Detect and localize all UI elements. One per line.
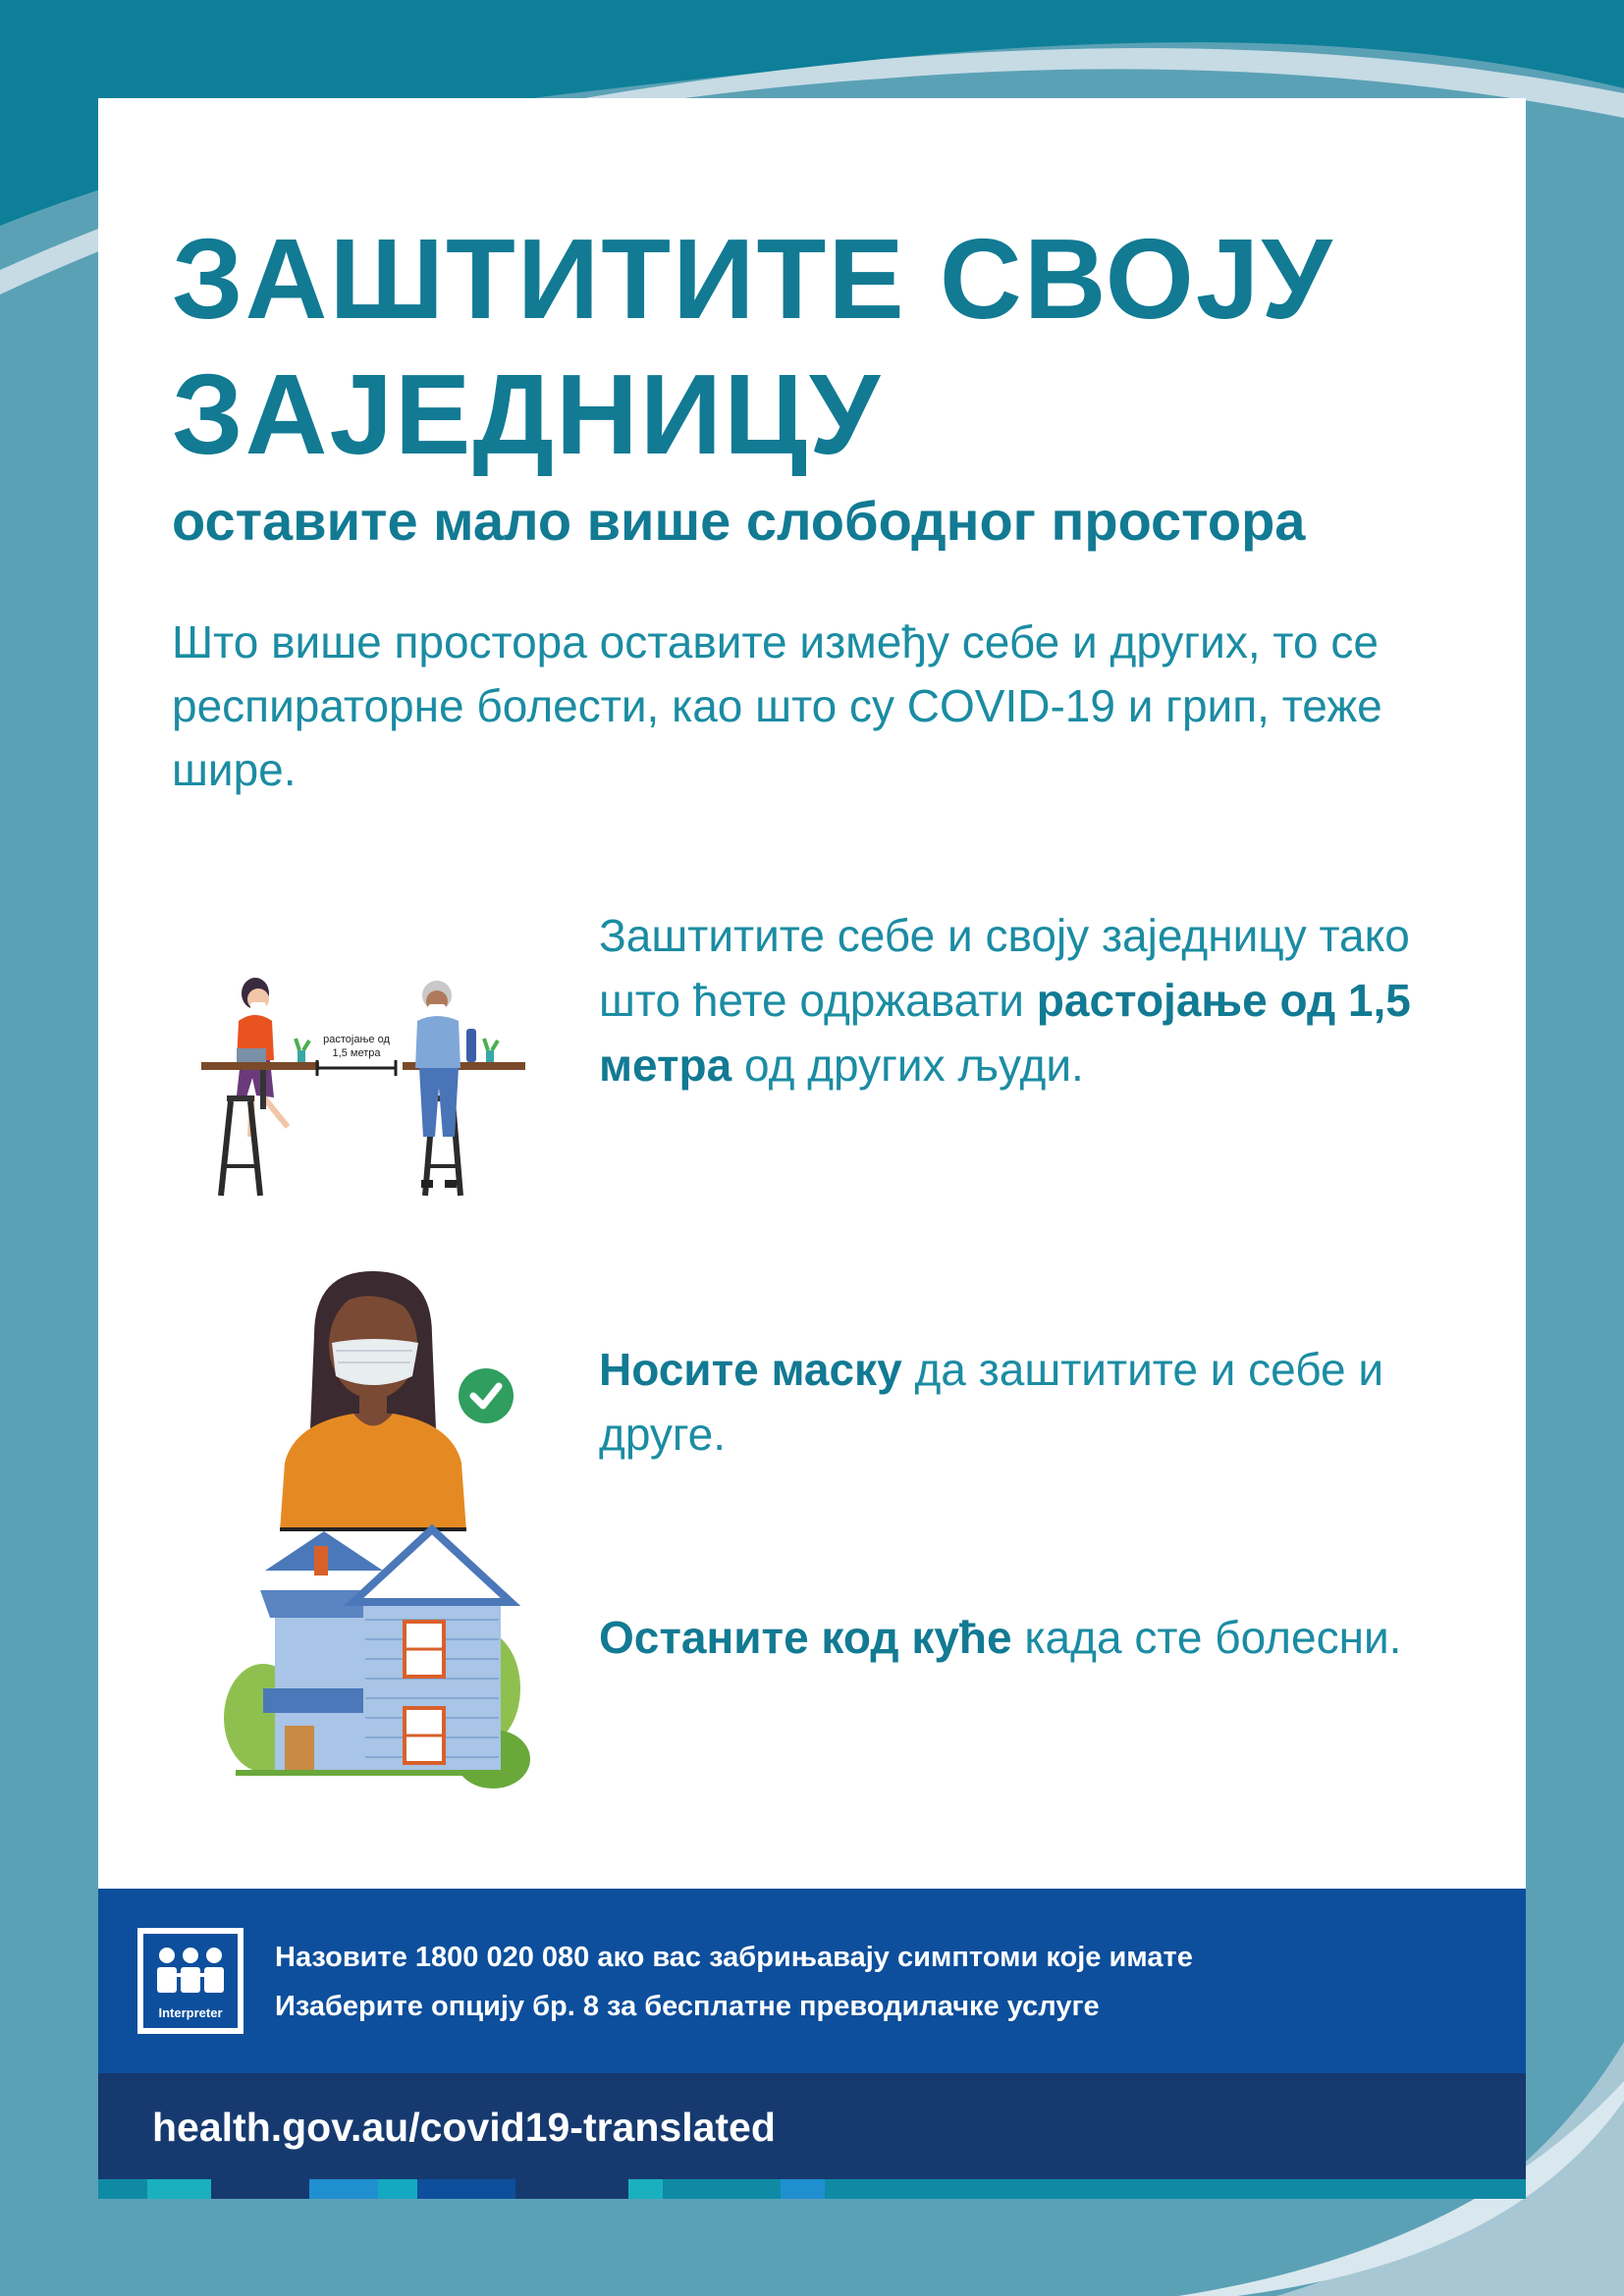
distance-cafe-illustration-icon (201, 970, 525, 1215)
distance-text-before: Заштитите себе и своју заједницу тако што ћете одржавати (599, 910, 1410, 1026)
title-line-1: ЗАШТИТИТЕ СВОЈУ (172, 215, 1334, 343)
interpreter-icon (137, 1928, 244, 2034)
distance-text-bold: растојање од 1,5 метра (599, 975, 1411, 1091)
stay-home-text-bold: Останите код куће (599, 1612, 1012, 1663)
title-line-2: ЗАЈЕДНИЦУ (172, 350, 883, 478)
banner-line-2: Изаберите опцију бр. 8 за бесплатне преводилачке услуге (275, 1991, 1100, 2022)
stay-home-item-text (599, 1605, 1483, 1670)
intro-paragraph: Што више простора оставите између себе и других, то се респираторне болести, као што су COVID-19 и грип, теже шире. (172, 616, 1382, 795)
footer-url-link[interactable]: health.gov.au/covid19-translated (152, 2105, 776, 2150)
page-title (172, 211, 1488, 482)
distance-item-text (599, 903, 1483, 1097)
subtitle: оставите мало више слободног простора (172, 490, 1306, 552)
mask-text-after: да заштитите и себе и друге. (599, 1344, 1384, 1460)
interpreter-banner (98, 1889, 1526, 2073)
banner-line-1: Назовите 1800 020 080 ако вас забрињавају симптоми које имате (275, 1942, 1193, 1973)
footer (98, 2073, 1526, 2179)
house-illustration-icon (216, 1492, 530, 1796)
distance-text-after: од других људи. (731, 1040, 1084, 1091)
distance-label-line-2: 1,5 метра (332, 1047, 381, 1059)
decorative-stripe (98, 2179, 1526, 2199)
stay-home-text-after: када сте болесни. (1011, 1612, 1402, 1663)
interpreter-icon-label: Interpreter (158, 2005, 223, 2020)
interpreter-people-icon (153, 1944, 228, 1999)
distance-label-line-1: растојање од (323, 1034, 390, 1045)
mask-item-text (599, 1337, 1483, 1467)
mask-text-bold: Носите маску (599, 1344, 902, 1395)
poster-panel (98, 98, 1526, 2199)
